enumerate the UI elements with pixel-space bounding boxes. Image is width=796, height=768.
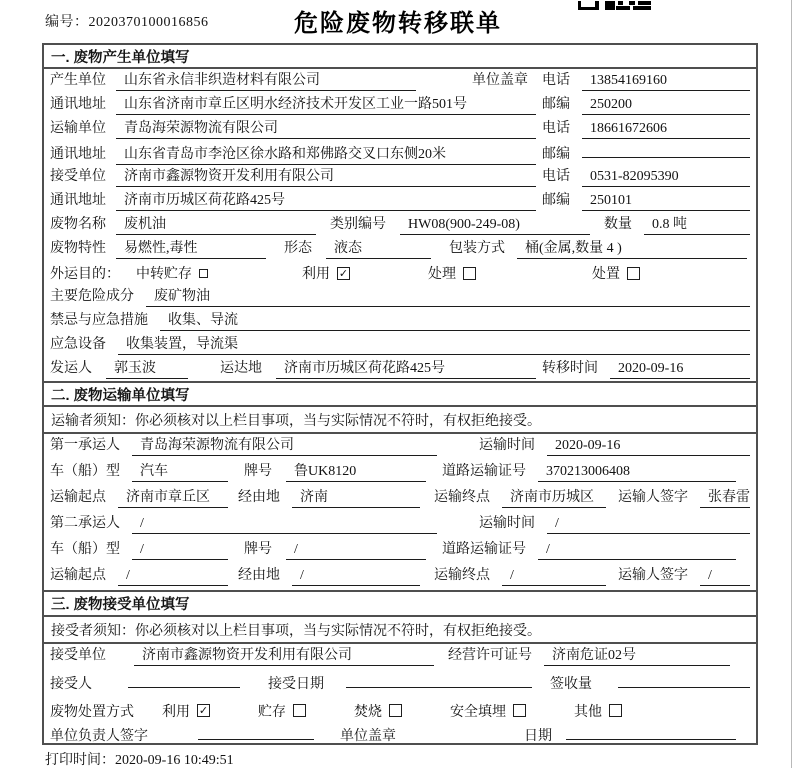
print-time-value: 2020-09-16 10:49:51	[115, 753, 234, 768]
transporter-address-value: 山东省青岛市李沧区徐水路和郑佛路交叉口东侧20米	[116, 143, 536, 165]
origin2-label: 运输起点	[50, 568, 106, 583]
document-number-label: 编号：	[45, 15, 89, 30]
disposal-option-store	[258, 701, 306, 721]
purpose-option-treat-label: 处理	[428, 267, 456, 282]
accept-unit-row	[44, 644, 756, 671]
accept-date-value	[346, 671, 532, 688]
sign1-label: 运输人签字	[618, 490, 688, 505]
purpose-option-dispose	[592, 263, 640, 283]
taboo-value: 收集、导流	[160, 309, 750, 331]
destination-value: 济南市历城区荷花路425号	[276, 357, 536, 379]
manager-sign-label: 单位负责人签字	[50, 729, 148, 744]
via1-value: 济南	[292, 486, 420, 508]
carrier1-value: 青岛海荣源物流有限公司	[132, 434, 437, 456]
receiver-zip-label: 邮编	[542, 193, 570, 208]
shipper-row	[44, 357, 756, 381]
origin1-value: 济南市章丘区	[118, 486, 228, 508]
transporter-row	[44, 117, 756, 141]
carrier2-label: 第二承运人	[50, 516, 120, 531]
via1-label: 经由地	[238, 490, 280, 505]
receiver-address-label: 通讯地址	[50, 193, 106, 208]
packing-value: 桶(金属,数量 4 )	[517, 237, 747, 259]
category-label: 类别编号	[330, 217, 386, 232]
carrier2-row	[44, 512, 756, 538]
waste-character-value: 易燃性,毒性	[116, 237, 266, 259]
print-time	[45, 749, 234, 768]
transport-time2-value: /	[547, 516, 750, 534]
receiver-row	[44, 165, 756, 189]
taboo-row	[44, 309, 756, 333]
destination-label: 运达地	[220, 361, 262, 376]
purpose-option-dispose-label: 处置	[592, 267, 620, 282]
producer-seal-label: 单位盖章	[472, 73, 528, 88]
disposal-option-landfill	[450, 701, 526, 721]
transfer-date-label: 转移时间	[542, 361, 598, 376]
recipient-value	[128, 671, 240, 688]
seal-date-value	[566, 723, 736, 740]
permit1-value: 370213006408	[538, 464, 736, 482]
use-checkbox-icon: ✓	[338, 266, 349, 280]
seal-date-label: 日期	[524, 729, 552, 744]
qr-code-icon	[578, 0, 652, 10]
disposal-option-burn-label: 焚烧	[354, 704, 382, 720]
amount-value	[618, 671, 750, 688]
purpose-label: 外运目的：	[50, 267, 120, 282]
disposal-landfill-checkbox-icon	[513, 704, 526, 717]
print-time-label: 打印时间：	[45, 753, 115, 768]
via2-value: /	[292, 568, 420, 586]
disposal-option-other-label: 其他	[574, 704, 602, 720]
producer-value: 山东省永信非织造材料有限公司	[116, 69, 416, 91]
disposal-option-landfill-label: 安全填埋	[450, 704, 506, 720]
transfer-checkbox-icon	[199, 269, 208, 278]
equipment-label: 应急设备	[50, 337, 106, 352]
license-label: 经营许可证号	[448, 648, 532, 663]
producer-label: 产生单位	[50, 73, 106, 88]
plate1-label: 牌号	[244, 464, 272, 479]
transporter-zip-label: 邮编	[542, 147, 570, 162]
transport-time2-label: 运输时间	[479, 516, 535, 531]
receiver-zip-value: 250101	[582, 193, 750, 211]
document-header	[0, 0, 796, 43]
transporter-notice: 运输者须知：你必须核对以上栏目事项，当与实际情况不符时，有权拒绝接受。	[44, 407, 756, 434]
transport-time1-value: 2020-09-16	[547, 438, 750, 456]
sign1-value: 张春雷	[700, 486, 750, 508]
end2-value: /	[502, 568, 606, 586]
waste-character-label: 废物特性	[50, 241, 106, 256]
section1-title: 一. 废物产生单位填写	[44, 45, 756, 69]
accept-date-label: 接受日期	[268, 677, 324, 692]
quantity-value: 0.8 吨	[644, 213, 750, 235]
carrier1-row	[44, 434, 756, 460]
taboo-label: 禁忌与应急措施	[50, 313, 148, 328]
sign2-label: 运输人签字	[618, 568, 688, 583]
manager-sign-value	[198, 723, 314, 740]
producer-zip-label: 邮编	[542, 97, 570, 112]
receiver-address-value: 济南市历城区荷花路425号	[116, 189, 536, 211]
transfer-date-value: 2020-09-16	[610, 361, 750, 379]
document-number-value: 2020370100016856	[88, 15, 209, 30]
route2-row	[44, 564, 756, 590]
purpose-option-transfer	[136, 263, 208, 283]
quantity-label: 数量	[604, 217, 632, 232]
disposal-burn-checkbox-icon	[389, 704, 402, 717]
recipient-row	[44, 671, 756, 698]
permit2-label: 道路运输证号	[442, 542, 526, 557]
recipient-label: 接受人	[50, 677, 92, 692]
manager-row	[44, 723, 756, 746]
waste-name-value: 废机油	[116, 213, 316, 235]
carrier1-label: 第一承运人	[50, 438, 120, 453]
purpose-option-treat	[428, 263, 476, 283]
disposal-option-burn	[354, 701, 402, 721]
transporter-phone-label: 电话	[542, 121, 570, 136]
waste-name-row	[44, 213, 756, 237]
transporter-address-label: 通讯地址	[50, 147, 106, 162]
purpose-row	[44, 261, 756, 285]
origin1-label: 运输起点	[50, 490, 106, 505]
permit2-value: /	[538, 542, 736, 560]
category-value: HW08(900-249-08)	[400, 217, 590, 235]
form-value: 液态	[326, 237, 431, 259]
packing-label: 包装方式	[449, 241, 505, 256]
amount-label: 签收量	[550, 677, 592, 692]
producer-address-label: 通讯地址	[50, 97, 106, 112]
plate1-value: 鲁UK8120	[286, 460, 426, 482]
shipper-value: 郭玉波	[106, 357, 188, 379]
treat-checkbox-icon	[463, 267, 476, 280]
hazard-value: 废矿物油	[146, 285, 750, 307]
vehicle2-value: /	[132, 542, 228, 560]
accept-unit-label: 接受单位	[50, 648, 106, 663]
hazard-row	[44, 285, 756, 309]
disposal-option-use	[162, 701, 210, 721]
receiver-notice: 接受者须知：你必须核对以上栏目事项，当与实际情况不符时，有权拒绝接受。	[44, 617, 756, 644]
transporter-label: 运输单位	[50, 121, 106, 136]
purpose-option-transfer-label: 中转贮存	[136, 267, 192, 282]
producer-zip-value: 250200	[582, 97, 750, 115]
producer-row	[44, 69, 756, 93]
accept-unit-value: 济南市鑫源物资开发利用有限公司	[134, 644, 434, 666]
via2-label: 经由地	[238, 568, 280, 583]
waste-character-row	[44, 237, 756, 261]
vehicle2-label: 车（船）型	[50, 542, 120, 557]
producer-address-row	[44, 93, 756, 117]
disposal-option-store-label: 贮存	[258, 704, 286, 720]
section3-title: 三. 废物接受单位填写	[44, 590, 756, 617]
plate2-value: /	[286, 542, 426, 560]
disposal-option-other	[574, 701, 622, 721]
equipment-value: 收集装置，导流渠	[118, 333, 750, 355]
vehicle1-value: 汽车	[132, 460, 228, 482]
page-edge-divider	[791, 0, 792, 768]
license-value: 济南危证02号	[544, 644, 730, 666]
page-title: 危险废物转移联单	[294, 10, 502, 37]
producer-phone-label: 电话	[542, 73, 570, 88]
transporter-address-row	[44, 141, 756, 165]
end1-label: 运输终点	[434, 490, 490, 505]
receiver-phone-value: 0531-82095390	[582, 169, 750, 187]
hazard-label: 主要危险成分	[50, 289, 134, 304]
waste-name-label: 废物名称	[50, 217, 106, 232]
unit-seal-label: 单位盖章	[340, 729, 396, 744]
vehicle2-row	[44, 538, 756, 564]
disposal-store-checkbox-icon	[293, 704, 306, 717]
transporter-value: 青岛海荣源物流有限公司	[116, 117, 536, 139]
disposal-row	[44, 698, 756, 723]
dispose-checkbox-icon	[627, 267, 640, 280]
producer-address-value: 山东省济南市章丘区明水经济技术开发区工业一路501号	[116, 93, 536, 115]
disposal-label: 废物处置方式	[50, 704, 134, 720]
end1-value: 济南市历城区	[502, 486, 606, 508]
vehicle1-label: 车（船）型	[50, 464, 120, 479]
plate2-label: 牌号	[244, 542, 272, 557]
route1-row	[44, 486, 756, 512]
purpose-option-use-label: 利用	[302, 267, 330, 282]
purpose-option-use	[302, 263, 350, 283]
manifest-form	[42, 43, 758, 745]
receiver-value: 济南市鑫源物资开发利用有限公司	[116, 165, 536, 187]
shipper-label: 发运人	[50, 361, 92, 376]
sign2-value: /	[700, 568, 750, 586]
receiver-phone-label: 电话	[542, 169, 570, 184]
transporter-phone-value: 18661672606	[582, 121, 750, 139]
section2-title: 二. 废物运输单位填写	[44, 381, 756, 407]
equipment-row	[44, 333, 756, 357]
end2-label: 运输终点	[434, 568, 490, 583]
producer-phone-value: 13854169160	[582, 73, 750, 91]
form-label: 形态	[284, 241, 312, 256]
disposal-use-checkbox-icon: ✓	[198, 704, 209, 717]
permit1-label: 道路运输证号	[442, 464, 526, 479]
vehicle1-row	[44, 460, 756, 486]
carrier2-value: /	[132, 516, 437, 534]
transporter-zip-value	[582, 141, 750, 158]
disposal-option-use-label: 利用	[162, 704, 190, 720]
receiver-address-row	[44, 189, 756, 213]
receiver-label: 接受单位	[50, 169, 106, 184]
origin2-value: /	[118, 568, 228, 586]
disposal-other-checkbox-icon	[609, 704, 622, 717]
transport-time1-label: 运输时间	[479, 438, 535, 453]
